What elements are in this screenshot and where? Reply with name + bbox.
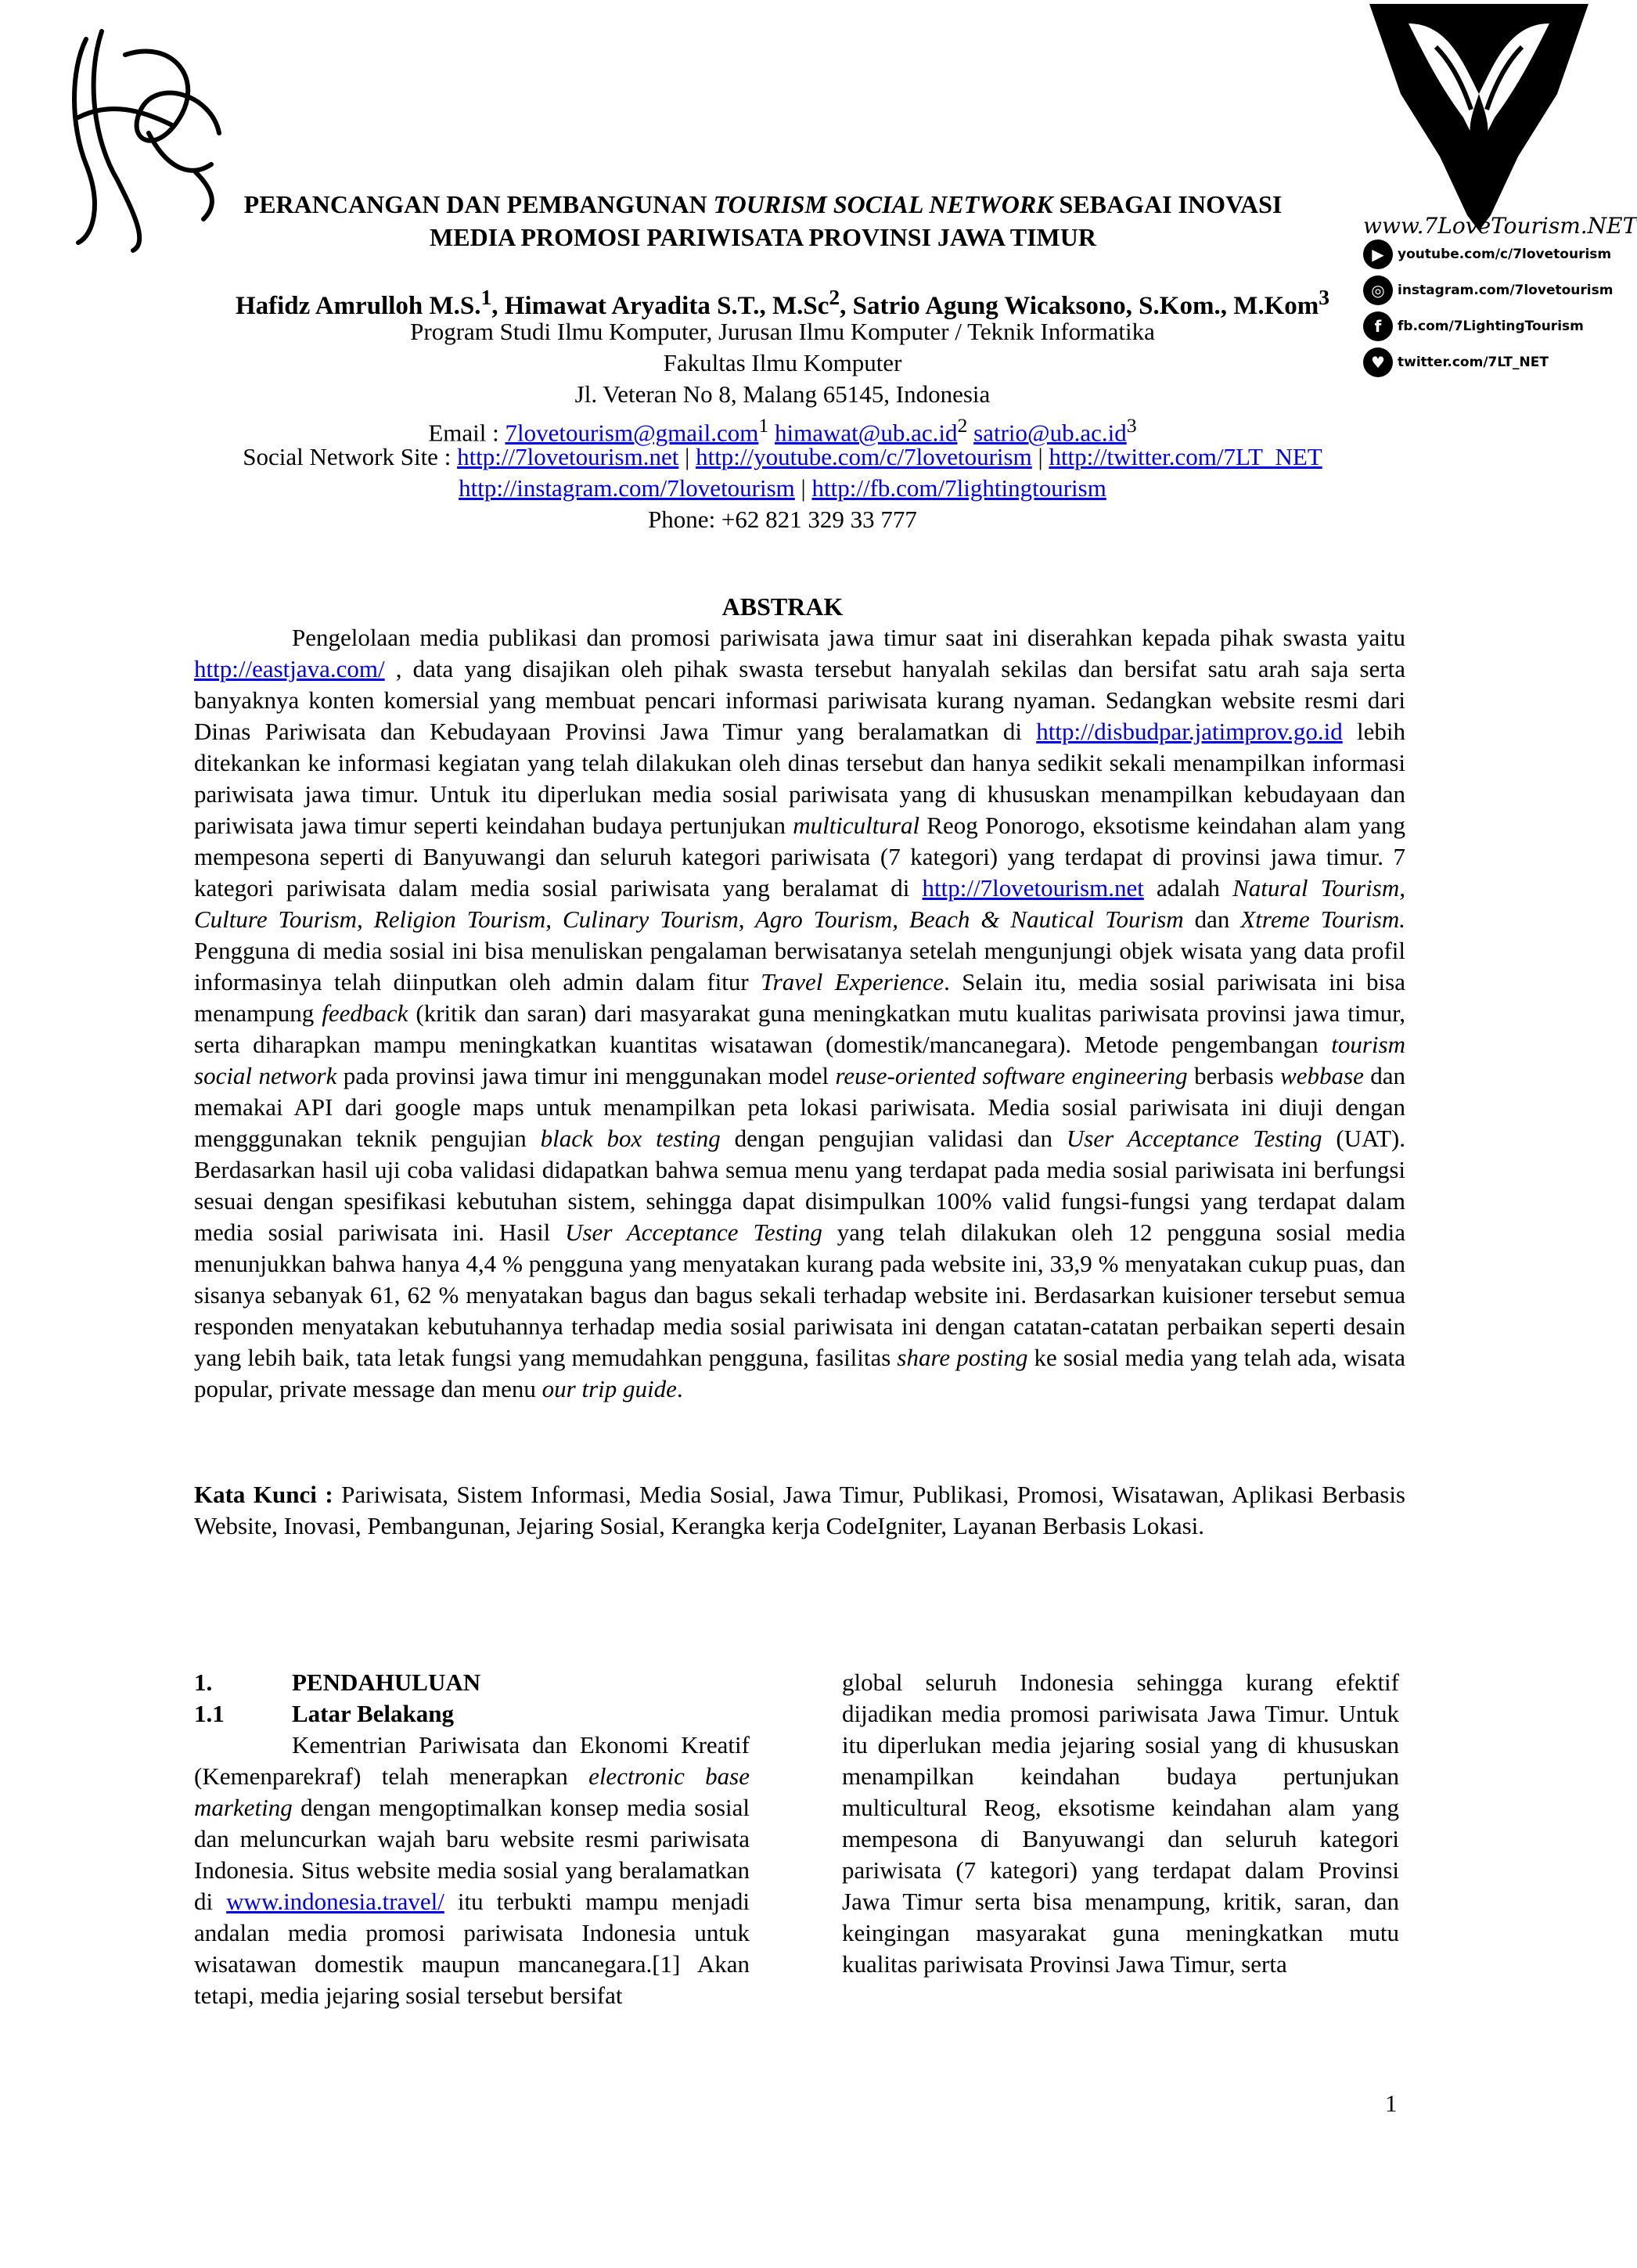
column-left [194, 1667, 750, 2011]
youtube-icon: ▶ [1363, 239, 1393, 269]
subsection-heading: 1.1 Latar Belakang [194, 1700, 454, 1727]
sns-link-facebook[interactable]: http://fb.com/7lightingtourism [811, 474, 1106, 502]
section-heading: 1. PENDAHULUAN [194, 1669, 481, 1696]
paper-title: PERANCANGAN DAN PEMBANGUNAN TOURISM SOCIAL NETWORK SEBAGAI INOVASI MEDIA PROMOSI PARIWISATA PROVINSI JAWA TIMUR [243, 190, 1283, 251]
social-youtube-text: youtube.com/c/7lovetourism [1398, 247, 1612, 262]
keywords-label: Kata Kunci : [194, 1481, 333, 1508]
authors: Hafidz Amrulloh M.S.$^1$, Himawat Aryadita S.T., M.Sc$^2$, Satrio Agung Wicaksono, S.Kom., M.Kom$^3$ [235, 285, 1330, 320]
phone: Phone: +62 821 329 33 777 [648, 506, 917, 533]
social-instagram-text: instagram.com/7lovetourism [1398, 283, 1614, 298]
abstract-body [194, 622, 1405, 1405]
email-line: Email : 7lovetourism@gmail.com$^1$ $himawat@ub.ac.id^2$ $satrio@ub.ac.id^3$ [428, 414, 1137, 447]
indonesia-travel-link[interactable]: www.indonesia.travel/ [226, 1888, 444, 1915]
email-link-1[interactable]: 7lovetourism@gmail.com [505, 419, 759, 447]
address: Jl. Veteran No 8, Malang 65145, Indonesia [574, 380, 991, 408]
email-link-3[interactable]: satrio@ub.ac.id [973, 419, 1127, 447]
column-right: global seluruh Indonesia sehingga kurang efektif dijadikan media promosi pariwisata Jawa Timur. Untuk itu diperlukan media jejaring sosial yang di khususkan menampilkan keindahan budaya pertunjukan multicultural Reog, eksotisme keindahan alam yang mempesona di Banyuwangi dan seluruh kategori pariwisata (7 kategori) yang terdapat dalam Provinsi Jawa Timur serta bisa menampung, kritik, saran, dan keingingan masyarakat guna meningkatkan mutu kualitas pariwisata Provinsi Jawa Timur, serta [842, 1669, 1399, 1978]
social-youtube [1363, 239, 1611, 269]
facebook-icon: f [1363, 311, 1393, 341]
social-facebook-text: fb.com/7LightingTourism [1398, 319, 1584, 334]
keywords [194, 1479, 1405, 1542]
sns-link-instagram[interactable]: http://instagram.com/7lovetourism [459, 474, 795, 502]
abstract-link-disbudpar[interactable]: http://disbudpar.jatimprov.go.id [1036, 718, 1343, 745]
sns-link-website[interactable]: http://7lovetourism.net [457, 443, 679, 470]
page-number: 1 [1385, 2090, 1398, 2117]
abstract-heading: ABSTRAK [721, 592, 844, 621]
instagram-icon: ◎ [1363, 275, 1393, 305]
logo-caption: www.7LoveTourism.NET [1363, 213, 1637, 239]
social-network-line: Social Network Site : http://7lovetourism.net | http://youtube.com/c/7lovetourism | http://twitter.com/7LT_NET [243, 443, 1322, 470]
affiliation-line-1: Program Studi Ilmu Komputer, Jurusan Ilmu Komputer / Teknik Informatika [410, 318, 1155, 345]
sns-link-youtube[interactable]: http://youtube.com/c/7lovetourism [696, 443, 1032, 470]
7lovetourism-logo [1362, 0, 1596, 235]
email-link-2[interactable]: himawat@ub.ac.id [775, 419, 958, 447]
affiliation-line-2: Fakultas Ilmu Komputer [663, 349, 902, 376]
abstract-link-eastjava[interactable]: http://eastjava.com/ [194, 655, 385, 682]
keywords-text: Pariwisata, Sistem Informasi, Media Sosial, Jawa Timur, Publikasi, Promosi, Wisatawan, Aplikasi Berbasis Website, Inovasi, Pembangunan, Jejaring Sosial, Kerangka kerja CodeIgniter, Layanan Berbasis Lokasi. [194, 1481, 1405, 1539]
abstract-link-7lovetourism[interactable]: http://7lovetourism.net [922, 874, 1144, 902]
sns-link-twitter[interactable]: http://twitter.com/7LT_NET [1049, 443, 1322, 470]
abstract-paragraph: Pengelolaan media publikasi dan promosi pariwisata jawa timur saat ini diserahkan kepada pihak swasta yaitu http://eastjava.com/ , data yang disajikan oleh pihak swasta tersebut hanyalah sekilas dan bersifat satu arah saja serta banyaknya konten komersial yang membuat pencari informasi pariwisata kurang nyaman. Sedangkan website resmi dari Dinas Pariwisata dan Kebudayaan Provinsi Jawa Timur yang beralamatkan di http://disbudpar.jatimprov.go.id lebih ditekankan ke informasi kegiatan yang telah dilakukan oleh dinas tersebut dan hanya sedikit sekali menampilkan informasi pariwisata jawa timur. Untuk itu diperlukan media sosial pariwisata yang di khususkan menampilkan kebudayaan dan pariwisata jawa timur seperti keindahan budaya pertunjukan multicultural Reog Ponorogo, eksotisme keindahan alam yang mempesona seperti di Banyuwangi dan seluruh kategori pariwisata (7 kategori) yang terdapat di provinsi jawa timur. 7 kategori pariwisata dalam media sosial pariwisata yang beralamat di http://7lovetourism.net adalah Natural Tourism, Culture Tourism, Religion Tourism, Culinary Tourism, Agro Tourism, Beach & Nautical Tourism dan Xtreme Tourism. Pengguna di media sosial ini bisa menuliskan pengalaman berwisatanya setelah mengunjungi objek wisata yang data profil informasinya telah diinputkan oleh admin dalam fitur Travel Experience. Selain itu, media sosial pariwisata ini bisa menampung feedback (kritik dan saran) dari masyarakat guna meningkatkan mutu kualitas pariwisata provinsi jawa timur, serta diharapkan mampu meningkatkan kuantitas wisatawan (domestik/mancanegara). Metode pengembangan tourism social network pada provinsi jawa timur ini menggunakan model reuse-oriented software engineering berbasis webbase dan memakai API dari google maps untuk menampilkan peta lokasi pariwisata. Media sosial pariwisata ini diuji dengan mengggunakan teknik pengujian black box testing dengan pengujian validasi dan User Acceptance Testing (UAT). Berdasarkan hasil uji coba validasi didapatkan bahwa semua menu yang terdapat pada media sosial pariwisata ini berfungsi sesuai dengan spesifikasi kebutuhan sistem, sehingga dapat disimpulkan 100% valid fungsi-fungsi yang terdapat dalam media sosial pariwisata ini. Hasil User Acceptance Testing yang telah dilakukan oleh 12 pengguna sosial media menunjukkan bahwa hanya 4,4 % pengguna yang menyatakan kurang pada website ini, 33,9 % menyatakan cukup puas, dan sisanya sebanyak 61, 62 % menyatakan bagus dan bagus sekali terhadap website ini. Berdasarkan kuisioner tersebut semua responden menyatakan kebutuhannya terhadap media sosial pariwisata ini dengan catatan-catatan perbaikan seperti desain yang lebih baik, tata letak fungsi yang memudahkan pengguna, fasilitas share posting ke sosial media yang telah ada, wisata popular, private message dan menu our trip guide. [194, 624, 1406, 1402]
social-network-line-2: http://instagram.com/7lovetourism | http://fb.com/7lightingtourism [459, 474, 1106, 502]
twitter-icon: ♥ [1363, 347, 1393, 377]
social-twitter-text: twitter.com/7LT_NET [1398, 355, 1549, 370]
section-paragraph: Kementrian Pariwisata dan Ekonomi Kreatif (Kemenparekraf) telah menerapkan electronic base marketing dengan mengoptimalkan konsep media sosial dan meluncurkan wajah baru website resmi pariwisata Indonesia. Situs website media sosial yang beralamatkan di www.indonesia.travel/ itu terbukti mampu menjadi andalan media promosi pariwisata Indonesia untuk wisatawan domestik maupun mancanegara.[1] Akan tetapi, media jejaring sosial tersebut bersifat [194, 1731, 750, 2009]
